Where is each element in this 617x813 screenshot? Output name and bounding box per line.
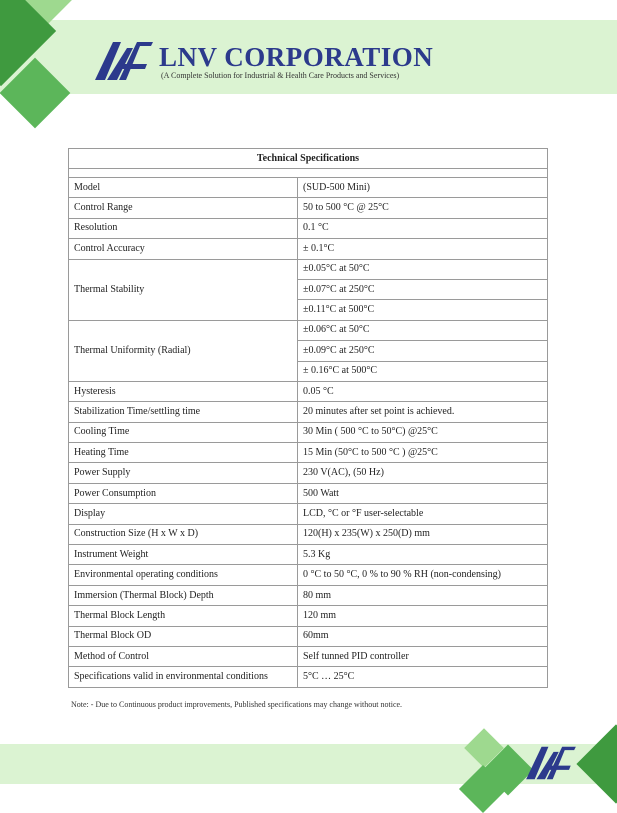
spec-label: Hysteresis: [69, 381, 298, 401]
table-row: [69, 218, 548, 238]
spec-value: ±0.11°C at 500°C: [298, 300, 548, 320]
table-row: [69, 259, 548, 279]
company-tagline: (A Complete Solution for Industrial & Health Care Products and Services): [161, 71, 400, 80]
table-row: [69, 402, 548, 422]
spec-label: Thermal Uniformity (Radial): [69, 320, 298, 381]
table-row: [69, 545, 548, 565]
spec-label: Immersion (Thermal Block) Depth: [69, 585, 298, 605]
spec-value: 50 to 500 °C @ 25°C: [298, 198, 548, 218]
table-row: [69, 606, 548, 626]
table-title-row: [69, 149, 548, 169]
table-row: [69, 646, 548, 666]
table-row: [69, 483, 548, 503]
spec-value: ± 0.16°C at 500°C: [298, 361, 548, 381]
decor-diamond: [576, 724, 617, 803]
table-spacer: [69, 169, 548, 178]
table-row: [69, 667, 548, 687]
spec-value: 500 Watt: [298, 483, 548, 503]
spec-label: Power Consumption: [69, 483, 298, 503]
spec-label: Control Range: [69, 198, 298, 218]
spec-value: Self tunned PID controller: [298, 646, 548, 666]
table-row: [69, 320, 548, 340]
spec-label: Control Accuracy: [69, 239, 298, 259]
spec-label: Power Supply: [69, 463, 298, 483]
spec-value: 30 Min ( 500 °C to 50°C) @25°C: [298, 422, 548, 442]
spec-label: Environmental operating conditions: [69, 565, 298, 585]
spec-value: ±0.09°C at 250°C: [298, 341, 548, 361]
spec-label: Construction Size (H x W x D): [69, 524, 298, 544]
spec-value: 20 minutes after set point is achieved.: [298, 402, 548, 422]
lnv-logo-icon: [524, 745, 578, 781]
table-row: [69, 239, 548, 259]
company-logo: [93, 40, 433, 82]
spec-value: 0 °C to 50 °C, 0 % to 90 % RH (non-condensing): [298, 565, 548, 585]
spec-value: 0.05 °C: [298, 381, 548, 401]
table-row: [69, 504, 548, 524]
table-row: [69, 198, 548, 218]
spec-table: [68, 148, 548, 688]
spec-value: ±0.07°C at 250°C: [298, 279, 548, 299]
spec-value: 0.1 °C: [298, 218, 548, 238]
spec-label: Method of Control: [69, 646, 298, 666]
spec-label: Instrument Weight: [69, 545, 298, 565]
table-row: [69, 178, 548, 198]
spec-value: 60mm: [298, 626, 548, 646]
spec-value: 5°C … 25°C: [298, 667, 548, 687]
spec-label: Thermal Stability: [69, 259, 298, 320]
table-row: [69, 524, 548, 544]
spec-value: 230 V(AC), (50 Hz): [298, 463, 548, 483]
spec-value: 15 Min (50°C to 500 °C ) @25°C: [298, 443, 548, 463]
table-row: [69, 565, 548, 585]
table-row: [69, 463, 548, 483]
table-row: [69, 381, 548, 401]
lnv-logo-icon: [93, 40, 155, 82]
table-row: [69, 443, 548, 463]
spec-label: Display: [69, 504, 298, 524]
spec-value: 120 mm: [298, 606, 548, 626]
spec-value: 80 mm: [298, 585, 548, 605]
spec-label: Thermal Block Length: [69, 606, 298, 626]
spec-label: Cooling Time: [69, 422, 298, 442]
spec-label: Resolution: [69, 218, 298, 238]
spec-value: (SUD-500 Mini): [298, 178, 548, 198]
spec-value: 120(H) x 235(W) x 250(D) mm: [298, 524, 548, 544]
spec-label: Thermal Block OD: [69, 626, 298, 646]
table-title: Technical Specifications: [69, 149, 548, 169]
spec-label: Specifications valid in environmental conditions: [69, 667, 298, 687]
table-row: [69, 422, 548, 442]
spec-label: Model: [69, 178, 298, 198]
company-name: LNV CORPORATION: [159, 42, 434, 72]
table-row: [69, 585, 548, 605]
spec-value: ±0.05°C at 50°C: [298, 259, 548, 279]
spec-value: ±0.06°C at 50°C: [298, 320, 548, 340]
spec-value: LCD, °C or °F user-selectable: [298, 504, 548, 524]
spec-label: Stabilization Time/settling time: [69, 402, 298, 422]
footnote: Note: - Due to Continuous product improvements, Published specifications may change without notice.: [71, 700, 403, 709]
table-row: [69, 626, 548, 646]
spec-value: 5.3 Kg: [298, 545, 548, 565]
spec-value: ± 0.1°C: [298, 239, 548, 259]
spec-label: Heating Time: [69, 443, 298, 463]
